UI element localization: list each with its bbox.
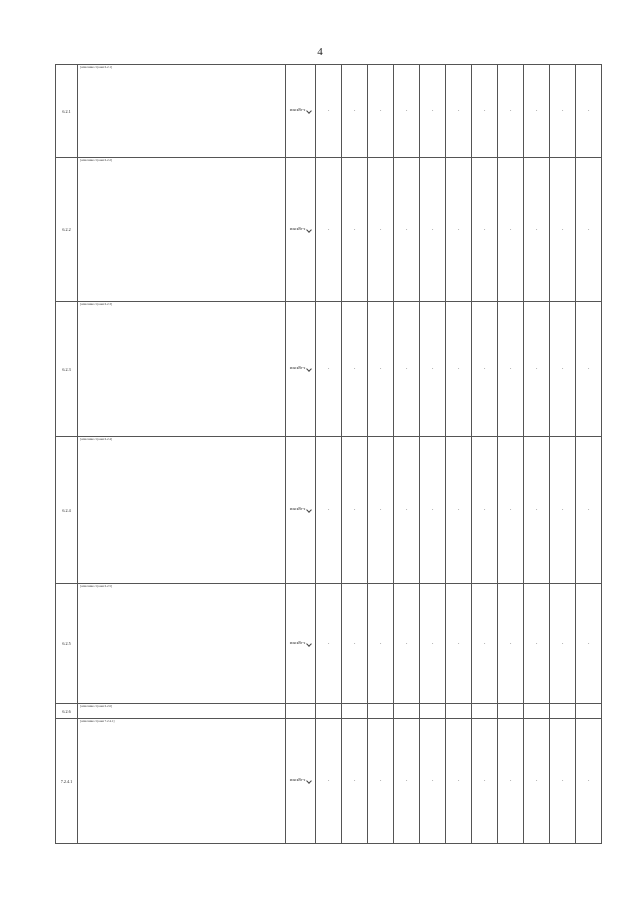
row-unit — [286, 437, 316, 584]
value-cell: - — [342, 158, 368, 302]
value-cell: - — [394, 65, 420, 158]
value-cell: - — [498, 584, 524, 704]
value-cell: - — [524, 158, 550, 302]
value-cell — [524, 704, 550, 719]
value-cell: - — [446, 302, 472, 437]
row-description: [описание строки 6.2.6] — [78, 704, 286, 719]
value-cell: - — [394, 719, 420, 844]
value-cell: - — [316, 584, 342, 704]
value-cell: - — [316, 302, 342, 437]
row-code: 6.2.6 — [56, 704, 78, 719]
row-code: 6.2.5 — [56, 584, 78, 704]
row-unit — [286, 704, 316, 719]
value-cell: - — [394, 158, 420, 302]
value-cell — [394, 704, 420, 719]
value-cell: - — [394, 437, 420, 584]
value-cell: - — [472, 719, 498, 844]
value-cell: - — [524, 65, 550, 158]
value-cell: - — [342, 719, 368, 844]
value-cell: - — [472, 65, 498, 158]
value-cell: - — [550, 719, 576, 844]
value-cell: - — [342, 584, 368, 704]
row-description: [описание строки 6.2.1] — [78, 65, 286, 158]
value-cell — [472, 704, 498, 719]
row-code: 6.2.3 — [56, 302, 78, 437]
value-cell: - — [576, 719, 602, 844]
value-cell: - — [498, 719, 524, 844]
value-cell: - — [316, 158, 342, 302]
row-description: [описание строки 6.2.5] — [78, 584, 286, 704]
unit-label: млн кВт·ч — [289, 226, 306, 231]
indicators-table-container — [55, 64, 590, 864]
value-cell: - — [446, 158, 472, 302]
value-cell: - — [550, 584, 576, 704]
value-cell: - — [550, 65, 576, 158]
row-unit — [286, 719, 316, 844]
check-mark-icon — [306, 108, 312, 114]
table-row — [56, 302, 602, 437]
value-cell: - — [576, 158, 602, 302]
indicators-table — [55, 64, 602, 844]
value-cell: - — [394, 584, 420, 704]
table-row — [56, 437, 602, 584]
value-cell — [342, 704, 368, 719]
value-cell: - — [394, 302, 420, 437]
check-mark-icon — [306, 778, 312, 784]
value-cell: - — [576, 65, 602, 158]
value-cell — [576, 704, 602, 719]
value-cell: - — [316, 719, 342, 844]
value-cell: - — [446, 437, 472, 584]
value-cell: - — [498, 65, 524, 158]
value-cell: - — [472, 584, 498, 704]
value-cell: - — [342, 65, 368, 158]
value-cell: - — [420, 302, 446, 437]
value-cell — [446, 704, 472, 719]
row-description: [описание строки 6.2.3] — [78, 302, 286, 437]
value-cell: - — [550, 158, 576, 302]
unit-label: млн кВт·ч — [289, 366, 306, 371]
value-cell: - — [472, 158, 498, 302]
row-code: 7.2.4.1 — [56, 719, 78, 844]
value-cell: - — [368, 584, 394, 704]
value-cell: - — [576, 302, 602, 437]
value-cell: - — [524, 584, 550, 704]
value-cell: - — [446, 584, 472, 704]
value-cell: - — [446, 719, 472, 844]
row-unit — [286, 584, 316, 704]
check-mark-icon — [306, 507, 312, 513]
value-cell — [368, 704, 394, 719]
value-cell — [498, 704, 524, 719]
value-cell: - — [524, 302, 550, 437]
value-cell: - — [316, 437, 342, 584]
value-cell: - — [472, 302, 498, 437]
value-cell: - — [498, 437, 524, 584]
value-cell: - — [576, 437, 602, 584]
value-cell — [316, 704, 342, 719]
row-code: 6.2.2 — [56, 158, 78, 302]
table-row — [56, 719, 602, 844]
row-code: 6.2.1 — [56, 65, 78, 158]
unit-label: млн кВт·ч — [289, 640, 306, 645]
unit-label: млн кВт·ч — [289, 108, 306, 113]
row-unit — [286, 302, 316, 437]
table-row — [56, 158, 602, 302]
table-row — [56, 65, 602, 158]
value-cell — [420, 704, 446, 719]
value-cell: - — [368, 719, 394, 844]
row-description: [описание строки 6.2.4] — [78, 437, 286, 584]
unit-label: млн кВт·ч — [289, 507, 306, 512]
value-cell: - — [550, 437, 576, 584]
value-cell: - — [420, 65, 446, 158]
value-cell: - — [498, 158, 524, 302]
value-cell: - — [368, 65, 394, 158]
value-cell: - — [498, 302, 524, 437]
value-cell: - — [342, 437, 368, 584]
value-cell: - — [576, 584, 602, 704]
check-mark-icon — [306, 366, 312, 372]
value-cell: - — [550, 302, 576, 437]
value-cell: - — [420, 719, 446, 844]
value-cell: - — [368, 158, 394, 302]
row-unit — [286, 65, 316, 158]
value-cell: - — [316, 65, 342, 158]
value-cell: - — [472, 437, 498, 584]
value-cell: - — [524, 719, 550, 844]
value-cell: - — [420, 158, 446, 302]
value-cell: - — [368, 302, 394, 437]
row-description: [описание строки 6.2.2] — [78, 158, 286, 302]
value-cell: - — [420, 584, 446, 704]
check-mark-icon — [306, 641, 312, 647]
value-cell — [550, 704, 576, 719]
page-number: 4 — [317, 46, 323, 58]
table-row — [56, 704, 602, 719]
value-cell: - — [368, 437, 394, 584]
row-code: 6.2.4 — [56, 437, 78, 584]
check-mark-icon — [306, 227, 312, 233]
unit-label: млн кВт·ч — [289, 778, 306, 783]
row-description: [описание строки 7.2.4.1] — [78, 719, 286, 844]
value-cell: - — [446, 65, 472, 158]
value-cell: - — [524, 437, 550, 584]
table-row — [56, 584, 602, 704]
value-cell: - — [342, 302, 368, 437]
row-unit — [286, 158, 316, 302]
value-cell: - — [420, 437, 446, 584]
